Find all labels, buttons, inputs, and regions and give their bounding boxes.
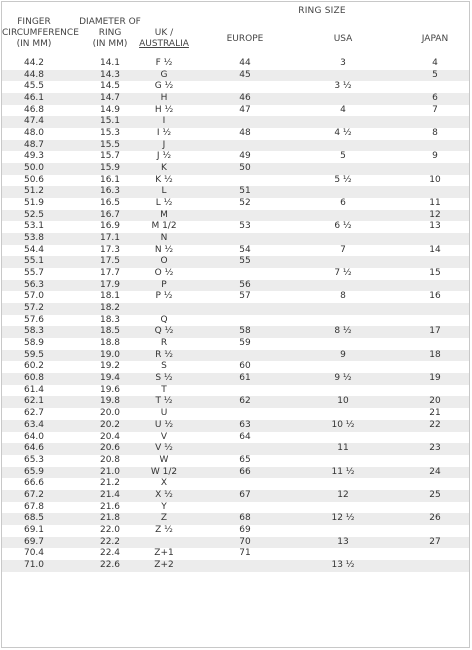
finger-circumference-cell: 58.9: [23, 338, 45, 349]
table-row: [2, 175, 469, 187]
uk-size-cell: P: [161, 279, 167, 290]
japan-size-cell: 6: [432, 93, 438, 104]
table-row: [2, 315, 469, 327]
table-row: [2, 385, 469, 397]
europe-size-cell: 50: [239, 163, 251, 174]
uk-size-cell: M 1/2: [151, 221, 177, 232]
table-row: [2, 245, 469, 257]
usa-size-cell: 7 ½: [334, 268, 352, 279]
europe-size-cell: 57: [239, 291, 251, 302]
japan-size-cell: 23: [429, 443, 441, 454]
usa-size-cell: 6: [340, 198, 346, 209]
europe-size-cell: 63: [239, 419, 251, 430]
uk-size-cell: I ½: [156, 128, 172, 139]
japan-size-cell: 5: [432, 69, 438, 80]
uk-size-cell: Y: [161, 501, 167, 512]
japan-size-cell: 11: [429, 198, 441, 209]
japan-size-cell: 12: [429, 209, 441, 220]
uk-size-cell: W: [159, 454, 169, 465]
finger-circumference-cell: 69.1: [23, 524, 45, 535]
table-row: [2, 81, 469, 93]
europe-size-cell: 67: [239, 489, 251, 500]
header-line: AUSTRALIA: [139, 39, 189, 49]
europe-size-cell: 60: [239, 361, 251, 372]
finger-circumference-cell: 46.1: [23, 93, 45, 104]
table-row: [2, 140, 469, 152]
europe-size-cell: 61: [239, 373, 251, 384]
japan-size-cell: 15: [429, 268, 441, 279]
uk-size-cell: Q: [160, 314, 168, 325]
diameter-cell: 14.3: [99, 69, 121, 80]
uk-size-cell: O: [160, 256, 168, 267]
diameter-cell: 17.5: [99, 256, 121, 267]
usa-size-cell: 4: [340, 104, 346, 115]
uk-size-cell: Q ½: [154, 326, 174, 337]
usa-size-cell: 3: [340, 58, 346, 68]
japan-size-cell: 22: [429, 419, 441, 430]
uk-size-cell: R ½: [155, 349, 173, 360]
europe-size-cell: 48: [239, 128, 251, 139]
europe-header: EUROPE: [226, 34, 264, 44]
diameter-cell: 22.6: [99, 559, 121, 570]
uk-size-cell: Z+2: [154, 559, 174, 570]
uk-size-cell: O ½: [154, 268, 174, 279]
table-row: [2, 490, 469, 502]
diameter-cell: 14.9: [99, 104, 121, 115]
table-row: [2, 455, 469, 467]
table-row: [2, 502, 469, 514]
finger-circumference-cell: 51.2: [23, 186, 45, 197]
japan-size-cell: 13: [429, 221, 441, 232]
uk-size-cell: S: [161, 361, 167, 372]
table-row: [2, 105, 469, 117]
table-row: [2, 420, 469, 432]
diameter-cell: 19.2: [99, 361, 121, 372]
japan-size-cell: 10: [429, 174, 441, 185]
japan-size-cell: 25: [429, 489, 441, 500]
diameter-cell: 18.3: [99, 314, 121, 325]
uk-size-cell: M: [160, 209, 168, 220]
table-row: [2, 303, 469, 315]
japan-size-cell: 26: [429, 513, 441, 524]
finger-circumference-cell: 44.8: [23, 69, 45, 80]
finger-circumference-cell: 65.9: [23, 466, 45, 477]
table-row: [2, 128, 469, 140]
table-row: [2, 548, 469, 560]
finger-circumference-cell: 52.5: [23, 209, 45, 220]
diameter-cell: 15.1: [99, 116, 121, 127]
table-row: [2, 163, 469, 175]
finger-circumference-cell: 55.1: [23, 256, 45, 267]
uk-size-cell: Z: [160, 513, 168, 524]
japan-header: JAPAN: [421, 34, 449, 44]
usa-size-cell: 10: [337, 396, 349, 407]
table-row: [2, 350, 469, 362]
table-row: [2, 525, 469, 537]
usa-size-cell: 9 ½: [334, 373, 352, 384]
uk-size-cell: H: [160, 93, 168, 104]
japan-size-cell: 4: [432, 58, 438, 68]
diameter-cell: 19.4: [99, 373, 121, 384]
diameter-cell: 16.3: [99, 186, 121, 197]
europe-size-cell: 66: [239, 466, 251, 477]
usa-size-cell: 5 ½: [334, 174, 352, 185]
finger-circumference-cell: 53.1: [23, 221, 45, 232]
header-line: UK /: [154, 28, 174, 38]
europe-size-cell: 45: [239, 69, 251, 80]
usa-size-cell: 13: [337, 536, 349, 547]
europe-size-cell: 69: [239, 524, 251, 535]
uk-size-cell: W 1/2: [150, 466, 178, 477]
ring-size-heading: RING SIZE: [298, 6, 346, 16]
europe-size-cell: 44: [239, 58, 251, 68]
usa-size-cell: 3 ½: [334, 81, 352, 92]
uk-size-cell: Z ½: [155, 524, 173, 535]
finger-circumference-cell: 47.4: [23, 116, 45, 127]
japan-size-cell: 27: [429, 536, 441, 547]
diameter-cell: 18.5: [99, 326, 121, 337]
europe-size-cell: 52: [239, 198, 251, 209]
japan-size-cell: 14: [429, 244, 441, 255]
uk-size-cell: L: [161, 186, 167, 197]
finger-circumference-cell: 46.8: [23, 104, 45, 115]
uk-size-cell: Z+1: [154, 548, 174, 559]
uk-size-cell: R: [160, 338, 168, 349]
japan-size-cell: 19: [429, 373, 441, 384]
japan-size-cell: 8: [432, 128, 438, 139]
diameter-cell: 21.8: [99, 513, 121, 524]
diameter-cell: 19.6: [99, 384, 121, 395]
finger-circumference-cell: 57.2: [23, 303, 45, 314]
finger-circumference-cell: 44.2: [23, 58, 45, 68]
table-row: [2, 560, 469, 572]
table-row: [2, 373, 469, 385]
finger-circumference-cell: 49.3: [23, 151, 45, 162]
usa-size-cell: 4 ½: [334, 128, 352, 139]
finger-circumference-cell: 62.1: [23, 396, 45, 407]
finger-circumference-cell: 60.2: [23, 361, 45, 372]
uk-size-cell: U ½: [154, 419, 174, 430]
uk-size-cell: V ½: [155, 443, 173, 454]
table-row: [2, 408, 469, 420]
finger-circumference-cell: 59.5: [23, 349, 45, 360]
diameter-cell: 15.9: [99, 163, 121, 174]
diameter-cell: 21.2: [99, 478, 121, 489]
table-row: [2, 513, 469, 525]
table-row: [2, 338, 469, 350]
header-line: RING: [98, 28, 122, 38]
finger-circumference-cell: 48.0: [23, 128, 45, 139]
diameter-cell: 17.7: [99, 268, 121, 279]
japan-size-cell: 20: [429, 396, 441, 407]
uk-size-cell: L ½: [155, 198, 173, 209]
table-row: [2, 93, 469, 105]
finger-circumference-cell: 54.4: [23, 244, 45, 255]
finger-circumference-cell: 66.6: [23, 478, 45, 489]
uk-size-cell: K: [161, 163, 167, 174]
header-line: FINGER: [17, 17, 51, 27]
finger-circumference-cell: 50.0: [23, 163, 45, 174]
diameter-cell: 22.4: [99, 548, 121, 559]
finger-circumference-cell: 70.4: [23, 548, 45, 559]
finger-circumference-header: [2, 17, 79, 50]
europe-size-cell: 71: [239, 548, 251, 559]
table-row: [2, 256, 469, 268]
finger-circumference-cell: 64.6: [23, 443, 45, 454]
uk-size-cell: F ½: [155, 58, 173, 68]
uk-size-cell: J: [162, 139, 166, 150]
ring-size-chart: [1, 1, 470, 648]
diameter-cell: 18.1: [99, 291, 121, 302]
diameter-cell: 17.3: [99, 244, 121, 255]
diameter-cell: 21.6: [99, 501, 121, 512]
diameter-cell: 20.4: [99, 431, 121, 442]
uk-size-cell: U: [160, 408, 168, 419]
diameter-cell: 21.4: [99, 489, 121, 500]
diameter-cell: 19.0: [99, 349, 121, 360]
finger-circumference-cell: 56.3: [23, 279, 45, 290]
table-row: [2, 221, 469, 233]
uk-size-cell: J ½: [156, 151, 172, 162]
europe-size-cell: 58: [239, 326, 251, 337]
uk-size-cell: T: [161, 384, 167, 395]
table-row: [2, 537, 469, 549]
finger-circumference-cell: 68.5: [23, 513, 45, 524]
diameter-cell: 20.0: [99, 408, 121, 419]
diameter-cell: 22.0: [99, 524, 121, 535]
europe-size-cell: 70: [239, 536, 251, 547]
japan-size-cell: 18: [429, 349, 441, 360]
japan-size-cell: 17: [429, 326, 441, 337]
usa-header: USA: [333, 34, 353, 44]
finger-circumference-cell: 51.9: [23, 198, 45, 209]
uk-size-cell: N ½: [154, 244, 174, 255]
usa-size-cell: 8: [340, 291, 346, 302]
diameter-cell: 14.5: [99, 81, 121, 92]
usa-size-cell: 13 ½: [331, 559, 355, 570]
uk-size-cell: G: [160, 69, 168, 80]
finger-circumference-cell: 45.5: [23, 81, 45, 92]
table-row: [2, 116, 469, 128]
japan-size-cell: 16: [429, 291, 441, 302]
europe-size-cell: 47: [239, 104, 251, 115]
uk-size-cell: X ½: [155, 489, 173, 500]
diameter-cell: 21.0: [99, 466, 121, 477]
table-row: [2, 233, 469, 245]
diameter-cell: 22.2: [99, 536, 121, 547]
diameter-cell: 16.7: [99, 209, 121, 220]
diameter-cell: 18.2: [99, 303, 121, 314]
diameter-cell: 15.5: [99, 139, 121, 150]
diameter-cell: 14.7: [99, 93, 121, 104]
uk-size-cell: P ½: [155, 291, 173, 302]
uk-size-cell: N: [160, 233, 168, 244]
finger-circumference-cell: 69.7: [23, 536, 45, 547]
finger-circumference-cell: 64.0: [23, 431, 45, 442]
japan-size-cell: 7: [432, 104, 438, 115]
finger-circumference-cell: 71.0: [23, 559, 45, 570]
finger-circumference-cell: 57.0: [23, 291, 45, 302]
finger-circumference-cell: 62.7: [23, 408, 45, 419]
diameter-cell: 18.8: [99, 338, 121, 349]
uk-size-cell: T ½: [155, 396, 173, 407]
diameter-cell: 16.9: [99, 221, 121, 232]
europe-size-cell: 46: [239, 93, 251, 104]
europe-size-cell: 59: [239, 338, 251, 349]
europe-size-cell: 51: [239, 186, 251, 197]
europe-size-cell: 65: [239, 454, 251, 465]
finger-circumference-cell: 65.3: [23, 454, 45, 465]
table-row: [2, 432, 469, 444]
usa-size-cell: 12 ½: [331, 513, 355, 524]
uk-australia-header: [122, 28, 206, 50]
europe-size-cell: 55: [239, 256, 251, 267]
europe-size-cell: 54: [239, 244, 251, 255]
table-row: [2, 280, 469, 292]
usa-size-cell: 7: [340, 244, 346, 255]
diameter-cell: 14.1: [99, 58, 121, 68]
diameter-cell: 15.7: [99, 151, 121, 162]
header-line: CIRCUMFERENCE: [2, 28, 79, 38]
usa-size-cell: 6 ½: [334, 221, 352, 232]
uk-size-cell: X: [160, 478, 168, 489]
diameter-cell: 20.2: [99, 419, 121, 430]
table-row: [2, 198, 469, 210]
europe-size-cell: 62: [239, 396, 251, 407]
japan-size-cell: 21: [429, 408, 441, 419]
header-line: DIAMETER OF: [79, 17, 141, 27]
diameter-cell: 17.9: [99, 279, 121, 290]
table-row: [2, 151, 469, 163]
finger-circumference-cell: 61.4: [23, 384, 45, 395]
table-body: [2, 58, 469, 572]
table-header: [2, 2, 469, 57]
usa-size-cell: 12: [337, 489, 349, 500]
finger-circumference-cell: 55.7: [23, 268, 45, 279]
diameter-cell: 20.6: [99, 443, 121, 454]
finger-circumference-cell: 67.2: [23, 489, 45, 500]
table-row: [2, 291, 469, 303]
uk-size-cell: H ½: [154, 104, 174, 115]
diameter-cell: 19.8: [99, 396, 121, 407]
table-row: [2, 58, 469, 70]
japan-size-cell: 24: [429, 466, 441, 477]
usa-size-cell: 11 ½: [331, 466, 355, 477]
europe-size-cell: 53: [239, 221, 251, 232]
uk-size-cell: I: [162, 116, 166, 127]
finger-circumference-cell: 53.8: [23, 233, 45, 244]
finger-circumference-cell: 50.6: [23, 174, 45, 185]
table-row: [2, 186, 469, 198]
table-row: [2, 467, 469, 479]
finger-circumference-cell: 67.8: [23, 501, 45, 512]
diameter-cell: 15.3: [99, 128, 121, 139]
header-line: (IN MM): [92, 39, 128, 49]
table-row: [2, 210, 469, 222]
finger-circumference-cell: 48.7: [23, 139, 45, 150]
europe-size-cell: 56: [239, 279, 251, 290]
table-row: [2, 326, 469, 338]
europe-size-cell: 49: [239, 151, 251, 162]
header-line: (IN MM): [16, 39, 52, 49]
diameter-cell: 16.5: [99, 198, 121, 209]
uk-size-cell: S ½: [155, 373, 173, 384]
finger-circumference-cell: 58.3: [23, 326, 45, 337]
usa-size-cell: 11: [337, 443, 349, 454]
diameter-cell: 20.8: [99, 454, 121, 465]
table-row: [2, 478, 469, 490]
diameter-cell: 16.1: [99, 174, 121, 185]
europe-size-cell: 64: [239, 431, 251, 442]
table-row: [2, 396, 469, 408]
japan-size-cell: 9: [432, 151, 438, 162]
europe-size-cell: 68: [239, 513, 251, 524]
diameter-cell: 17.1: [99, 233, 121, 244]
finger-circumference-cell: 63.4: [23, 419, 45, 430]
table-row: [2, 70, 469, 82]
table-row: [2, 268, 469, 280]
usa-size-cell: 9: [340, 349, 346, 360]
usa-size-cell: 10 ½: [331, 419, 355, 430]
uk-size-cell: G ½: [154, 81, 174, 92]
usa-size-cell: 5: [340, 151, 346, 162]
finger-circumference-cell: 57.6: [23, 314, 45, 325]
table-row: [2, 443, 469, 455]
uk-size-cell: V: [160, 431, 168, 442]
table-row: [2, 361, 469, 373]
uk-size-cell: K ½: [155, 174, 173, 185]
finger-circumference-cell: 60.8: [23, 373, 45, 384]
usa-size-cell: 8 ½: [334, 326, 352, 337]
